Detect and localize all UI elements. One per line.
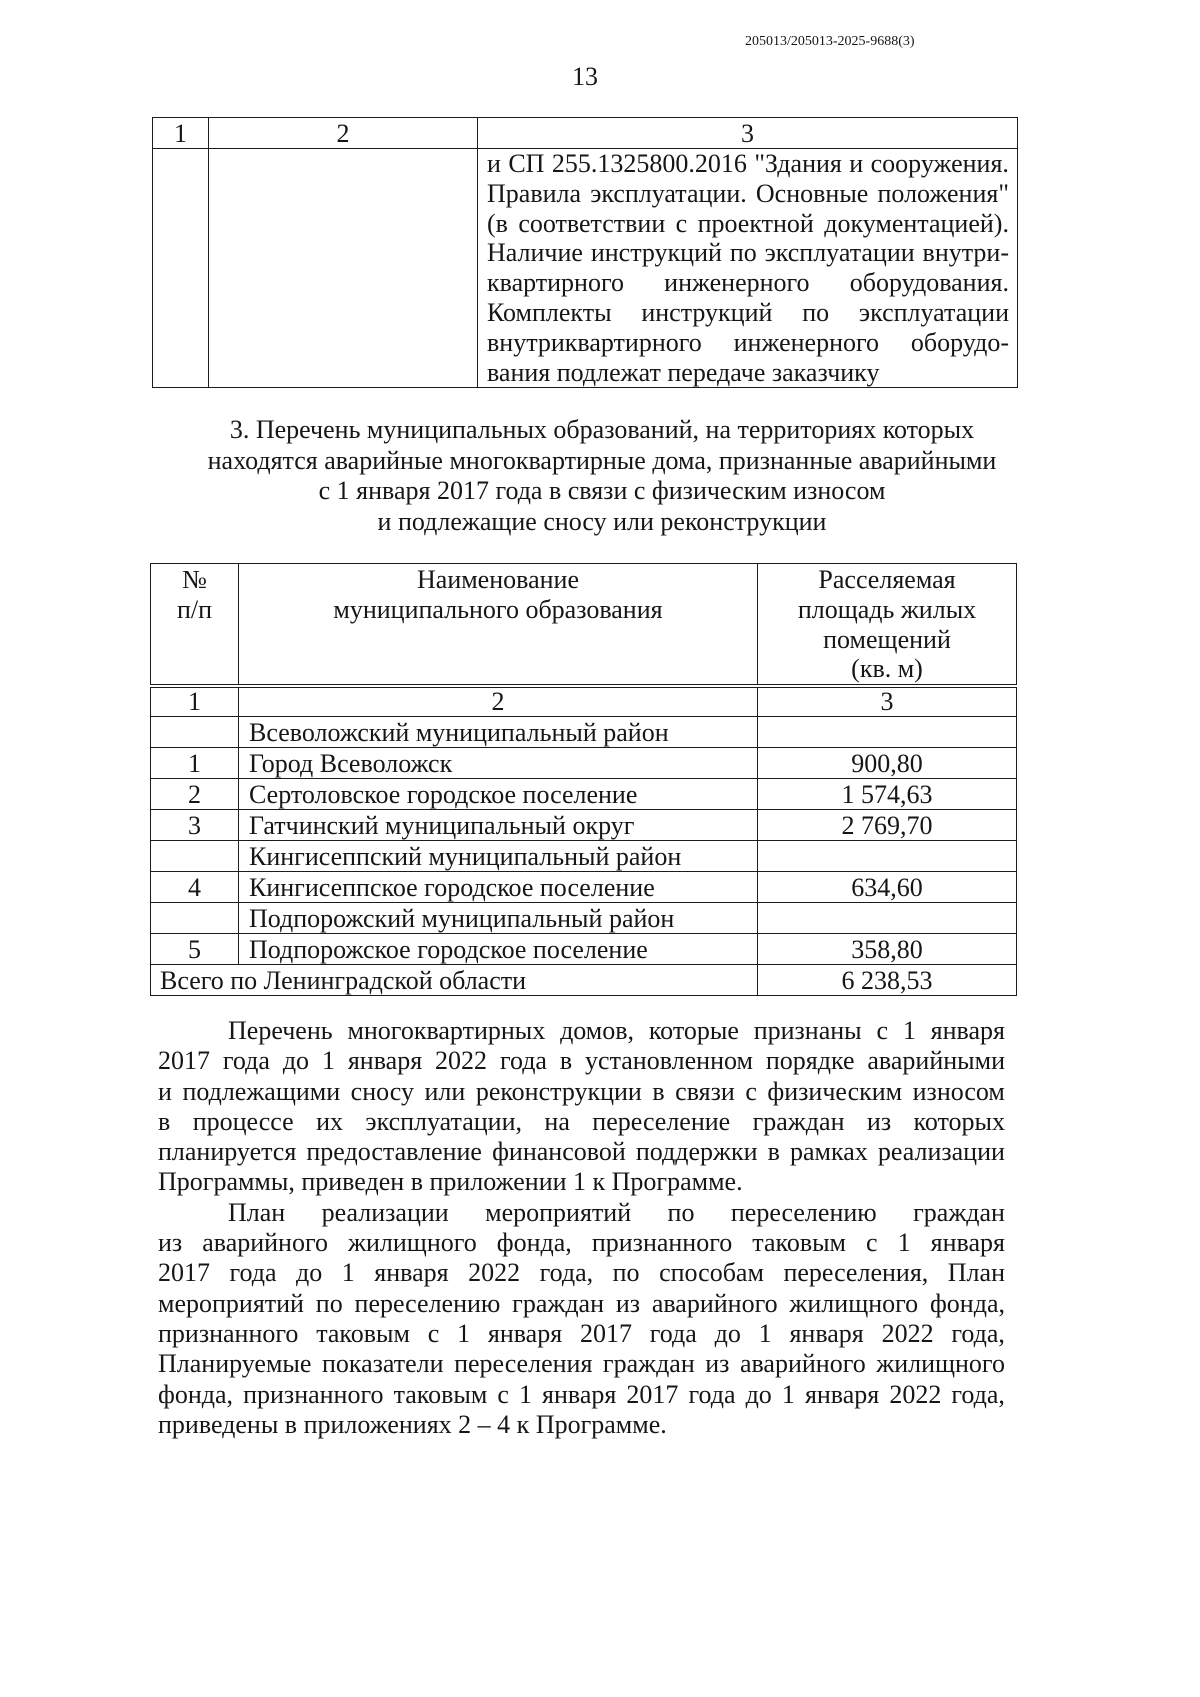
word: 1 [758, 1318, 772, 1348]
word: СП [508, 149, 545, 178]
word: оборудо- [910, 327, 1009, 357]
column-number-cell: 2 [209, 118, 478, 149]
header-line: площадь жилых [797, 594, 977, 624]
word: по [315, 1288, 343, 1318]
row-number-cell [153, 149, 209, 388]
word: с [675, 208, 688, 238]
word: января [487, 1318, 563, 1348]
page-number: 13 [572, 62, 598, 91]
word: с [745, 1076, 757, 1106]
word: предоставление [306, 1137, 482, 1167]
word: в [158, 1106, 171, 1136]
word: фонда, [496, 1228, 572, 1258]
word: 2017 [158, 1258, 210, 1288]
row-number-cell [151, 717, 239, 748]
column-number-cell: 3 [478, 118, 1018, 149]
municipality-name-cell: Подпорожское городское поселение [239, 934, 758, 965]
word: из [866, 1106, 892, 1136]
word: аварийного [651, 1288, 778, 1318]
description-line [487, 298, 1009, 328]
word: физическим [767, 1076, 903, 1106]
municipality-name-cell: Кингисеппское городское поселение [239, 872, 758, 903]
resettled-area-cell: 1 574,63 [758, 779, 1017, 810]
word: в [559, 1046, 573, 1076]
row-number-cell: 5 [151, 934, 239, 965]
description-line [487, 179, 1009, 209]
word: переселения, [783, 1258, 929, 1288]
resettled-area-cell: 2 769,70 [758, 810, 1017, 841]
row-number-cell: 1 [151, 748, 239, 779]
paragraph-line [158, 1107, 1005, 1137]
document-registration-number: 205013/205013-2025-9688(3) [745, 34, 915, 49]
word: 2017 [158, 1046, 210, 1076]
word: из [705, 1349, 730, 1379]
word: граждан [913, 1197, 1005, 1227]
header-area-cell [758, 564, 1017, 687]
word: 2017 [579, 1318, 632, 1348]
word: аварийного [739, 1349, 866, 1379]
word: по [729, 238, 757, 268]
word: Наличие [487, 238, 583, 268]
word: жилищного [348, 1228, 477, 1258]
word: внутриквартирного [487, 327, 702, 357]
word: их [316, 1106, 343, 1136]
word: фонда, [929, 1288, 1005, 1318]
word: до [296, 1258, 323, 1288]
word: года [688, 1379, 736, 1409]
header-line: муниципального образования [333, 594, 663, 624]
word: положения" [877, 178, 1009, 208]
word: января [930, 1016, 1005, 1045]
word: до [714, 1318, 741, 1348]
word: граждан [512, 1288, 605, 1318]
paragraph-line [158, 1016, 1005, 1046]
word: связи [675, 1076, 735, 1106]
word: подлежащими [182, 1076, 341, 1106]
word: 2022 [889, 1379, 942, 1409]
word: финансовой [492, 1137, 626, 1167]
resettled-area-cell: 358,80 [758, 934, 1017, 965]
table-row-district [151, 903, 1017, 934]
word: аварийного [202, 1228, 328, 1258]
word: которых [913, 1106, 1005, 1136]
header-line: п/п [176, 594, 213, 624]
word: с [866, 1228, 878, 1258]
word: 1 [341, 1258, 355, 1288]
word: инструкций [641, 297, 773, 327]
column-number-cell: 3 [758, 686, 1017, 717]
word: планируется [158, 1137, 297, 1167]
word: эксплуатации [764, 238, 915, 268]
word: года, [539, 1258, 594, 1288]
word: План [947, 1258, 1005, 1288]
word: сооружения. [870, 149, 1009, 178]
word: года [649, 1318, 697, 1348]
table-row [151, 810, 1017, 841]
word: в [652, 1076, 665, 1106]
word: на [544, 1106, 570, 1136]
word: оборудования. [849, 268, 1009, 298]
word: или [424, 1076, 466, 1106]
row-number-cell: 2 [151, 779, 239, 810]
word: года, [951, 1379, 1005, 1409]
table-header-row [151, 564, 1017, 687]
word: признаны [753, 1016, 862, 1045]
row-number-cell: 3 [151, 810, 239, 841]
word: 1 [321, 1046, 335, 1076]
word: января [789, 1318, 864, 1348]
word: инженерного [664, 268, 810, 298]
section-heading-line: и подлежащие сносу или реконструкции [377, 506, 827, 536]
paragraph-line: приведены в приложениях 2 – 4 к Программе. [158, 1409, 667, 1439]
word: поддержки [635, 1137, 758, 1167]
total-area-cell: 6 238,53 [758, 965, 1017, 996]
word: и [158, 1076, 172, 1106]
word: и [487, 149, 501, 178]
word: до [745, 1379, 772, 1409]
word: домов, [560, 1016, 635, 1045]
word: 1 [897, 1228, 911, 1258]
word: План [228, 1197, 286, 1227]
word: процессе [192, 1106, 294, 1136]
paragraph-line [158, 1289, 1005, 1319]
word: 2017 [626, 1379, 679, 1409]
municipality-name-cell: Сертоловское городское поселение [239, 779, 758, 810]
word: января [804, 1379, 880, 1409]
word: таковым [752, 1228, 847, 1258]
section-heading-line: 3. Перечень муниципальных образований, на территориях которых [229, 415, 975, 444]
word: года [229, 1258, 277, 1288]
word: таковым [316, 1318, 410, 1348]
row-title-cell [209, 149, 478, 388]
word: 1 [518, 1379, 532, 1409]
column-number-row [151, 686, 1017, 717]
word: соответствии [518, 208, 666, 238]
resettled-area-cell [758, 717, 1017, 748]
description-line [487, 238, 1009, 268]
table-row [151, 934, 1017, 965]
header-line: помещений [823, 624, 951, 654]
resettled-area-cell [758, 903, 1017, 934]
municipality-name-cell: Всеволожский муниципальный район [239, 717, 758, 748]
table-row [151, 748, 1017, 779]
word: квартирного [487, 268, 624, 298]
table-total-row [151, 965, 1017, 996]
resettled-area-cell: 900,80 [758, 748, 1017, 779]
word: порядке [765, 1046, 855, 1076]
word: реализации [877, 1137, 1005, 1167]
word: года [499, 1046, 547, 1076]
word: переселение [592, 1106, 731, 1136]
table-row [151, 872, 1017, 903]
column-number-cell: 2 [239, 686, 758, 717]
municipality-name-cell: Город Всеволожск [239, 748, 758, 779]
word: (в [487, 208, 508, 238]
word: эксплуатации, [365, 1106, 522, 1136]
word: мероприятий [158, 1288, 304, 1318]
word: граждан [602, 1349, 695, 1379]
word: января [347, 1046, 423, 1076]
description-line: вания подлежат передаче заказчику [487, 357, 880, 387]
word: "Здания [754, 149, 842, 178]
column-number-cell: 1 [151, 686, 239, 717]
word: 2022 [468, 1258, 521, 1288]
word: реализации [321, 1197, 449, 1227]
paragraph-line: Программы, приведен в приложении 1 к Программе. [158, 1167, 743, 1197]
word: граждан [752, 1106, 845, 1136]
word: из [615, 1288, 641, 1318]
word: способам [659, 1258, 764, 1288]
word: из [158, 1228, 183, 1258]
word: таковым [393, 1379, 488, 1409]
word: января [930, 1228, 1005, 1258]
word: 255.1325800.2016 [551, 149, 747, 178]
word: показатели [321, 1349, 444, 1379]
word: Основные [755, 178, 869, 208]
word: с [427, 1318, 440, 1348]
paragraph-line [158, 1319, 1005, 1349]
paragraph [158, 1198, 1005, 1440]
word: проектной [697, 208, 814, 238]
word: аварийными [867, 1046, 1005, 1076]
word: реконструкции [475, 1076, 642, 1106]
word: 1 [781, 1379, 795, 1409]
word: установленном [585, 1046, 753, 1076]
word: внутри- [922, 238, 1009, 268]
word: Перечень [228, 1016, 333, 1045]
word: эксплуатации [858, 297, 1009, 327]
municipality-name-cell: Гатчинский муниципальный округ [239, 810, 758, 841]
paragraph-line [158, 1046, 1005, 1076]
word: с [497, 1379, 509, 1409]
section-heading-line: с 1 января 2017 года в связи с физическим износом [318, 476, 886, 505]
municipalities-table [150, 563, 1017, 996]
header-line: Наименование [417, 565, 579, 594]
row-number-cell: 4 [151, 872, 239, 903]
word: фонда, [158, 1379, 234, 1409]
word: инженерного [733, 327, 879, 357]
paragraph-line [158, 1380, 1005, 1410]
word: января [542, 1379, 617, 1409]
table-row [153, 149, 1018, 388]
word: по [667, 1197, 695, 1227]
header-line: Расселяемая [818, 565, 956, 594]
total-label-cell: Всего по Ленинградской области [151, 965, 758, 996]
table-row-district [151, 717, 1017, 748]
continued-requirements-table [152, 117, 1018, 388]
word: рамках [789, 1137, 868, 1167]
word: инструкций [590, 238, 722, 268]
word: жилищного [789, 1288, 919, 1318]
table-row-district [151, 841, 1017, 872]
word: мероприятий [485, 1197, 632, 1227]
word: сносу [350, 1076, 414, 1106]
paragraph [158, 1016, 1005, 1198]
word: переселения [454, 1349, 593, 1379]
word: по [612, 1258, 640, 1288]
header-line: (кв. м) [851, 654, 923, 684]
header-line: № [182, 565, 207, 594]
word: признанного [158, 1318, 299, 1348]
word: переселению [730, 1197, 877, 1227]
resettled-area-cell: 634,60 [758, 872, 1017, 903]
word: и [849, 149, 864, 178]
paragraph-line [158, 1137, 1005, 1167]
paragraph-line [158, 1077, 1005, 1107]
word: января [374, 1258, 449, 1288]
word: жилищного [876, 1349, 1005, 1379]
word: в [767, 1137, 780, 1167]
word: износом [912, 1076, 1005, 1106]
section-heading [172, 415, 1032, 537]
header-name-cell [239, 564, 758, 687]
table-row [151, 779, 1017, 810]
paragraph-line [158, 1198, 1005, 1228]
row-number-cell [151, 841, 239, 872]
description-line [487, 328, 1009, 358]
header-number-cell [151, 564, 239, 687]
column-number-row [153, 118, 1018, 149]
section-heading-line: находятся аварийные многоквартирные дома, признанные аварийными [207, 445, 997, 475]
municipality-name-cell: Подпорожский муниципальный район [239, 903, 758, 934]
word: эксплуатации. [590, 178, 747, 208]
description-line [487, 268, 1009, 298]
column-number-cell: 1 [153, 118, 209, 149]
word: многоквартирных [347, 1016, 546, 1045]
word: 1 [457, 1318, 471, 1348]
word: признанного [591, 1228, 733, 1258]
word: 2022 [881, 1318, 934, 1348]
word: переселению [354, 1288, 501, 1318]
word: до [282, 1046, 310, 1076]
word: 2022 [435, 1046, 488, 1076]
word: года, [951, 1318, 1005, 1348]
body-text [158, 1016, 1005, 1440]
word: 1 [902, 1016, 916, 1045]
word: Комплекты [487, 297, 612, 327]
row-number-cell [151, 903, 239, 934]
word: года [222, 1046, 270, 1076]
paragraph-line [158, 1228, 1005, 1258]
word: Правила [487, 178, 582, 208]
requirements-description-cell [478, 149, 1018, 388]
word: документацией). [824, 208, 1009, 238]
word: по [802, 297, 830, 327]
word: с [876, 1016, 889, 1045]
word: которые [648, 1016, 739, 1045]
description-line [487, 149, 1009, 179]
description-line [487, 209, 1009, 239]
paragraph-line [158, 1349, 1005, 1379]
word: Планируемые [158, 1349, 312, 1379]
municipality-name-cell: Кингисеппский муниципальный район [239, 841, 758, 872]
word: признанного [243, 1379, 384, 1409]
paragraph-line [158, 1258, 1005, 1288]
resettled-area-cell [758, 841, 1017, 872]
